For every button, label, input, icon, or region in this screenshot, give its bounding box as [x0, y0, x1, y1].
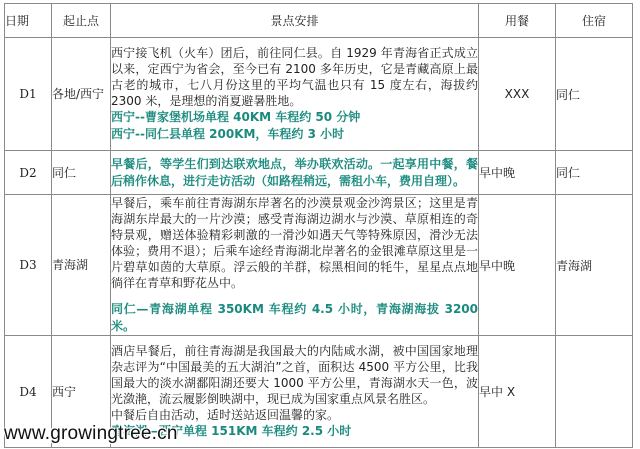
- plan-cell: [111, 151, 479, 195]
- plan-text: 酒店早餐后，前往青海湖是我国最大的内陆咸水湖，被中国国家地理杂志评为“中国最美的五大湖泊”之首，面积达 4500 平方公里，比我国最大的淡水湖鄱阳湖还要大 1000 平方公里，青海湖水天一色，波光潋滟，流云履影倒映湖中，现已成为国家重点风景名胜区。: [111, 344, 478, 406]
- route-cell: 同仁: [52, 151, 111, 195]
- header-meal: 用餐: [479, 4, 556, 38]
- day-cell: D4: [5, 336, 52, 448]
- plan-cell: [111, 195, 479, 336]
- meal-cell: XXX: [479, 38, 556, 151]
- table-row-d3: [5, 195, 633, 336]
- table-row-d2: [5, 151, 633, 195]
- day-cell: D1: [5, 38, 52, 151]
- travel-note: 西宁--同仁县单程 200KM，车程约 3 小时: [111, 127, 345, 141]
- day-cell: D2: [5, 151, 52, 195]
- plan-text-2: 中餐后自由活动，适时送站返回温馨的家。: [111, 408, 340, 422]
- plan-cell: [111, 38, 479, 151]
- meal-cell: 早中晚: [479, 195, 556, 336]
- plan-text: 西宁接飞机（火车）团后，前往同仁县。自 1929 年青海省正式成立以来，定西宁为省会，至今已有 2100 多年历史，它是青藏高原上最古老的城市，七八月份这里的平均气温也只有 15 度左右，海拔约 2300 米，是理想的消夏避暑胜地。: [111, 46, 478, 108]
- route-cell: 各地/西宁: [52, 38, 111, 151]
- travel-note: 同仁—青海湖单程 350KM 车程约 4.5 小时，青海湖海拔 3200 米。: [111, 302, 478, 333]
- stay-cell: [556, 336, 633, 448]
- plan-text: 早餐后，乘车前往青海湖东岸著名的沙漠景观金沙湾景区；这里是青海湖东岸最大的一片沙漠；感受青海湖边湖水与沙漠、草原相连的奇特景观，赠送体验精彩刺激的一滑沙如遇天气等特殊原因，滑沙无法体验；费用不退）；后乘车途经青海湖北岸著名的金银滩草原这里是一片碧草如茵的大草原。浮云般的羊群，棕黑相间的牦牛，星星点点地徜徉在青草和野花丛中。: [111, 196, 478, 290]
- header-day: 日期: [5, 4, 52, 38]
- route-cell: 西宁: [52, 336, 111, 448]
- stay-cell: 青海湖: [556, 195, 633, 336]
- table-row-d1: [5, 38, 633, 151]
- travel-note: 青海湖—西宁单程 151KM 车程约 2.5 小时: [111, 424, 352, 438]
- watermark: www.growingtree.cn: [4, 423, 178, 444]
- meal-cell: 早中 X: [479, 336, 556, 448]
- meal-cell: 早中晚: [479, 151, 556, 195]
- table-header-row: [5, 4, 633, 38]
- stay-cell: 同仁: [556, 151, 633, 195]
- day-cell: D3: [5, 195, 52, 336]
- stay-cell: 同仁: [556, 38, 633, 151]
- travel-note: 西宁--曹家堡机场单程 40KM 车程约 50 分钟: [111, 110, 361, 124]
- route-cell: 青海湖: [52, 195, 111, 336]
- header-stay: 住宿: [556, 4, 633, 38]
- header-plan: 景点安排: [111, 4, 479, 38]
- travel-note: 早餐后，等学生们到达联欢地点，举办联欢活动。一起享用中餐，餐后稍作休息，进行走访活动（如路程稍远，需租小车，费用自理）。: [111, 156, 478, 188]
- header-route: 起止点: [52, 4, 111, 38]
- itinerary-table: [4, 3, 633, 448]
